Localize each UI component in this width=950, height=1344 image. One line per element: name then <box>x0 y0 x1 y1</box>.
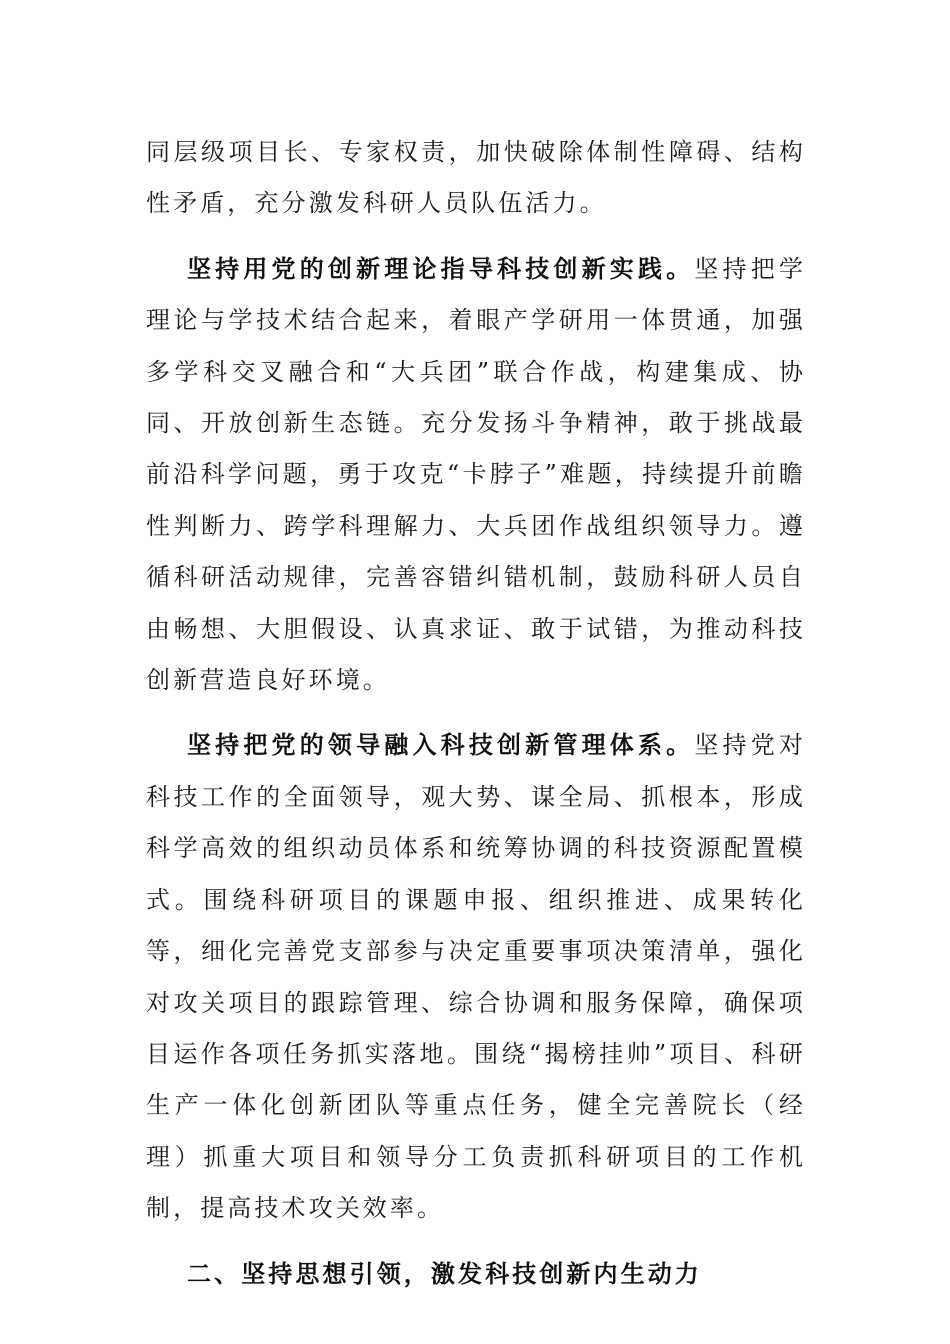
paragraph-continuation <box>146 127 806 230</box>
paragraph-lead-sentence: 坚持把党的领导融入科技创新管理体系。 <box>187 730 695 760</box>
paragraph-innovation-theory <box>146 243 806 707</box>
paragraph-party-leadership <box>146 719 806 1234</box>
paragraph-lead-sentence: 坚持用党的创新理论指导科技创新实践。 <box>187 253 695 283</box>
document-body <box>146 127 806 1299</box>
section-heading: 二、坚持思想引领，激发科技创新内生动力 <box>187 1258 702 1288</box>
paragraph-text: 坚持把学理论与学技术结合起来，着眼产学研用一体贯通，加强多学科交叉融合和“大兵团”联合作战，构建集成、协同、开放创新生态链。充分发扬斗争精神，敢于挑战最前沿科学问题，勇于攻克“卡脖子”难题，持续提升前瞻性判断力、跨学科理解力、大兵团作战组织领导力。遵循科研活动规律，完善容错纠错机制，鼓励科研人员自由畅想、大胆假设、认真求证、敢于试错，为推动科技创新营造良好环境。 <box>146 254 806 695</box>
paragraph-text: 坚持党对科技工作的全面领导，观大势、谋全局、抓根本，形成科学高效的组织动员体系和统筹协调的科技资源配置模式。围绕科研项目的课题申报、组织推进、成果转化等，细化完善党支部参与决定重要事项决策清单，强化对攻关项目的跟踪管理、综合协调和服务保障，确保项目运作各项任务抓实落地。围绕“揭榜挂帅”项目、科研生产一体化创新团队等重点任务，健全完善院长（经理）抓重大项目和领导分工负责抓科研项目的工作机制，提高技术攻关效率。 <box>146 731 806 1223</box>
paragraph-text: 同层级项目长、专家权责，加快破除体制性障碍、结构性矛盾，充分激发科研人员队伍活力。 <box>146 138 806 218</box>
